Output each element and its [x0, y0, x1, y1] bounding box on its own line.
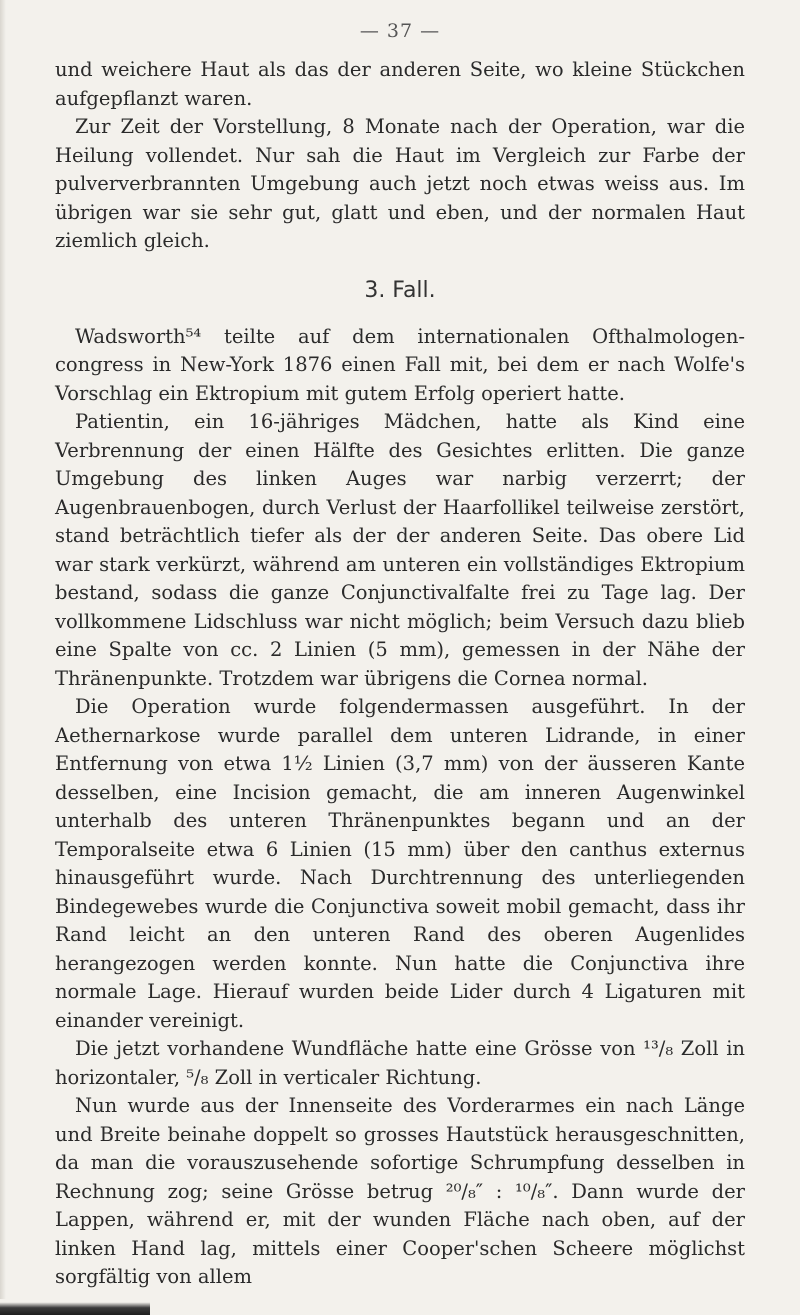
body-text — [55, 56, 745, 1292]
paragraph-operation: Die Operation wurde folgendermassen ausgeführt. In der Aethernarkose wurde parallel dem unteren Lidrande, in einer Entfernung von etwa 1½ Linien (3,7 mm) von der äusseren Kante desselben, eine Incision gemacht, die am inneren Augenwinkel unterhalb des unteren Thränenpunktes begann und an der Temporalseite etwa 6 Linien (15 mm) über den canthus externus hinausgeführt wurde. Nach Durchtrennung des unterliegenden Bindegewebes wurde die Conjunctiva soweit mobil gemacht, dass ihr Rand leicht an den unteren Rand des oberen Augenlides herangezogen werden konnte. Nun hatte die Conjunctiva ihre normale Lage. Hierauf wurden beide Lider durch 4 Ligaturen mit einander vereinigt. — [55, 695, 745, 1032]
paragraph-patient: Patientin, ein 16-jähriges Mädchen, hatte als Kind eine Verbrennung der einen Hälfte des Gesichtes erlitten. Die ganze Umgebung des linken Auges war narbig verzerrt; der Augenbrauenbogen, durch Verlust der Haarfollikel teilweise zerstört, stand beträchtlich tiefer als der der anderen Seite. Das obere Lid war stark verkürzt, während am unteren ein vollständiges Ektropium bestand, sodass die ganze Conjunctivalfalte frei zu Tage lag. Der vollkommene Lidschluss war nicht möglich; beim Versuch dazu blieb eine Spalte von cc. 2 Linien (5 mm), gemessen in der Nähe der Thränenpunkte. Trotzdem war übrigens die Cornea normal. — [55, 410, 745, 690]
page-left-edge — [0, 0, 6, 1315]
section-heading: 3. Fall. — [364, 277, 436, 303]
page-bottom-edge — [0, 1299, 150, 1315]
paragraph-skin-graft: Nun wurde aus der Innenseite des Vorderarmes ein nach Länge und Breite beinahe doppelt so grosses Hautstück herausgeschnitten, da man die vorauszusehende sofortige Schrumpfung desselben in Rechnung zog; seine Grösse betrug ²⁰/₈″ : ¹⁰/₈″. Dann wurde der Lappen, während er, mit der wunden Fläche nach oben, auf der linken Hand lag, mittels einer Cooper'schen Scheere möglichst sorgfältig von allem — [55, 1094, 745, 1288]
paragraph-continuation: und weichere Haut als das der anderen Seite, wo kleine Stückchen aufgepflanzt waren. — [55, 58, 745, 110]
paragraph-healing: Zur Zeit der Vorstellung, 8 Monate nach der Operation, war die Heilung vollendet. Nur sah die Haut im Vergleich zur Farbe der pulververbrannten Umgebung auch jetzt noch etwas weiss aus. Im übrigen war sie sehr gut, glatt und eben, und der normalen Haut ziemlich gleich. — [55, 115, 745, 252]
page-number: — 37 — — [359, 20, 441, 42]
paragraph-wadsworth: Wadsworth⁵⁴ teilte auf dem internationalen Ofthalmologen-congress in New-York 1876 einen Fall mit, bei dem er nach Wolfe's Vorschlag ein Ektropium mit gutem Erfolg operiert hatte. — [55, 324, 745, 405]
paragraph-wound-size: Die jetzt vorhandene Wundfläche hatte eine Grösse von ¹³/₈ Zoll in horizontaler, ⁵/₈ Zoll in verticaler Richtung. — [55, 1037, 745, 1089]
